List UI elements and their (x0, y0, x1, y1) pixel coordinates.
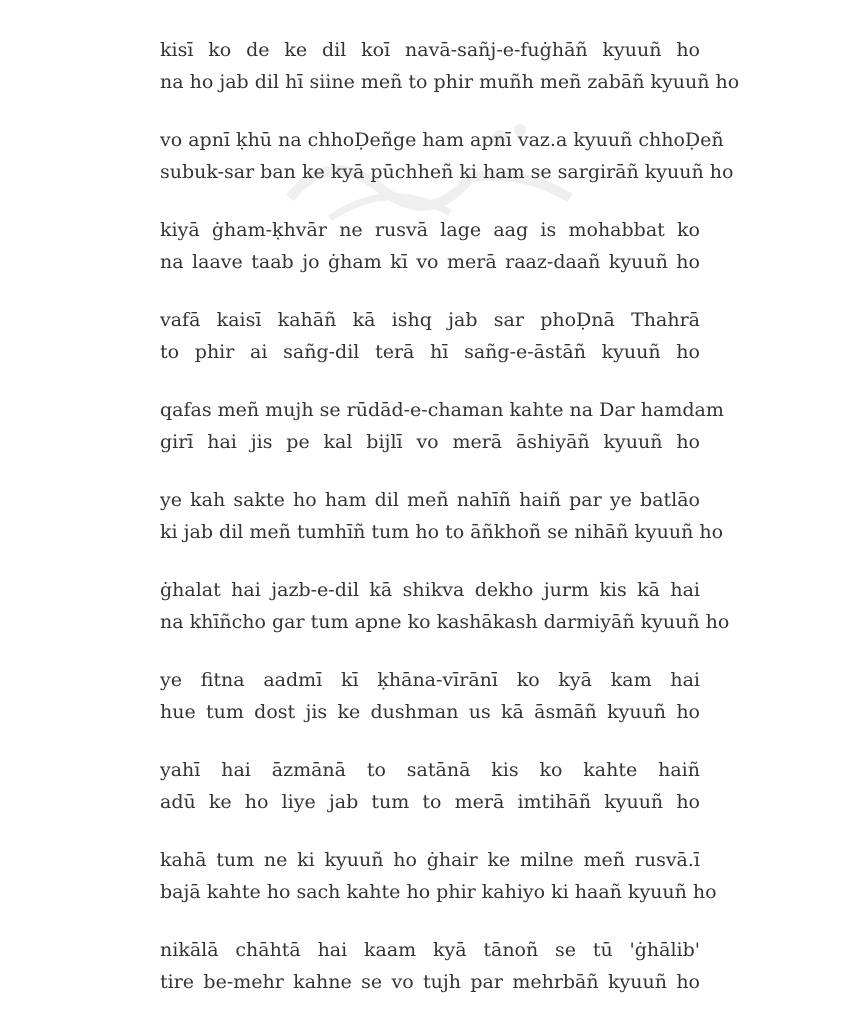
couplet (160, 934, 700, 998)
couplet (160, 574, 730, 638)
verse-line: kisī ko de ke dil koī navā-sañj-e-fuġhāñ kyuuñ ho (160, 39, 700, 61)
verse-line: kahā tum ne ki kyuuñ ho ġhair ke milne meñ rusvā.ī (160, 849, 700, 871)
verse-line: girī hai jis pe kal bijlī vo merā āshiyāñ kyuuñ ho (160, 431, 700, 453)
verse-line: bajā kahte ho sach kahte ho phir kahiyo ki haañ kyuuñ ho (160, 881, 717, 903)
couplet (160, 394, 724, 458)
verse-line: adū ke ho liye jab tum to merā imtihāñ kyuuñ ho (160, 791, 700, 813)
verse-line: ye fitna aadmī kī ḳhāna-vīrānī ko kyā kam hai (160, 669, 700, 691)
verse-line: na ho jab dil hī siine meñ to phir muñh meñ zabāñ kyuuñ ho (160, 71, 740, 93)
couplet (160, 124, 734, 188)
verse-line: nikālā chāhtā hai kaam kyā tānoñ se tū 'ġhālib' (160, 939, 700, 961)
verse-line: ye kah sakte ho ham dil meñ nahīñ haiñ par ye batlāo (160, 489, 700, 511)
couplet (160, 664, 700, 728)
verse-line: kiyā ġham-ḳhvār ne rusvā lage aag is mohabbat ko (160, 219, 700, 241)
couplet (160, 484, 724, 548)
poem-text (160, 34, 740, 1024)
couplet (160, 34, 740, 98)
verse-line: na khīñcho gar tum apne ko kashākash darmiyāñ kyuuñ ho (160, 611, 730, 633)
couplet (160, 844, 717, 908)
verse-line: to phir ai sañg-dil terā hī sañg-e-āstāñ kyuuñ ho (160, 341, 700, 363)
verse-line: ki jab dil meñ tumhīñ tum ho to āñkhoñ se nihāñ kyuuñ ho (160, 521, 724, 543)
verse-line: na laave taab jo ġham kī vo merā raaz-daañ kyuuñ ho (160, 251, 700, 273)
couplet (160, 304, 700, 368)
verse-line: qafas meñ mujh se rūdād-e-chaman kahte na Dar hamdam (160, 399, 724, 421)
verse-line: tire be-mehr kahne se vo tujh par mehrbāñ kyuuñ ho (160, 971, 700, 993)
couplet (160, 214, 700, 278)
verse-line: ġhalat hai jazb-e-dil kā shikva dekho jurm kis kā hai (160, 579, 700, 601)
verse-line: vo apnī ḳhū na chhoḌeñge ham apnī vaz.a kyuuñ chhoḌeñ (160, 129, 724, 151)
verse-line: hue tum dost jis ke dushman us kā āsmāñ kyuuñ ho (160, 701, 700, 723)
verse-line: vafā kaisī kahāñ kā ishq jab sar phoḌnā Thahrā (160, 309, 700, 331)
couplet (160, 754, 700, 818)
verse-line: yahī hai āzmānā to satānā kis ko kahte haiñ (160, 759, 700, 781)
verse-line: subuk-sar ban ke kyā pūchheñ ki ham se sargirāñ kyuuñ ho (160, 161, 734, 183)
